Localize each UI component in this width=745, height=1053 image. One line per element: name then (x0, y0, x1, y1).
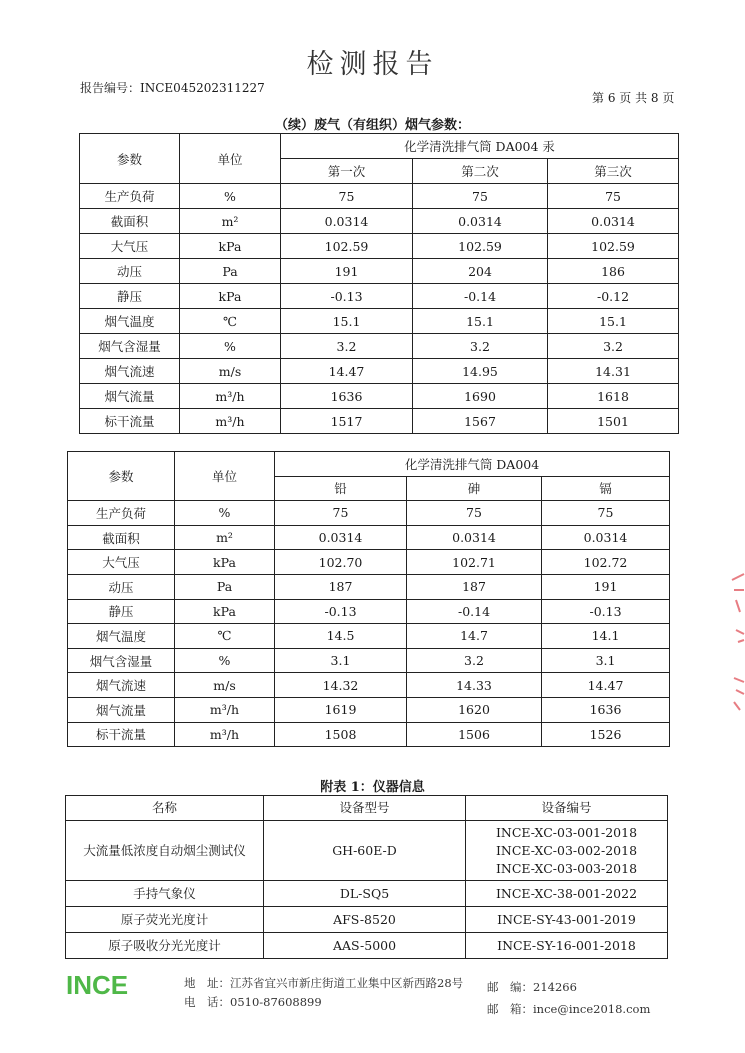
value-cell: -0.12 (548, 284, 679, 309)
value-cell: -0.14 (407, 599, 542, 624)
value-cell: 1567 (413, 409, 548, 434)
report-number: 报告编号：INCE045202311227 (80, 81, 265, 95)
value-cell: 0.0314 (542, 525, 670, 550)
instrument-model: AAS-5000 (264, 933, 466, 959)
unit-cell: kPa (180, 284, 281, 309)
table-row (66, 933, 668, 959)
column-header: 第三次 (548, 159, 679, 184)
value-cell: 1517 (281, 409, 413, 434)
name-header: 名称 (66, 796, 264, 821)
unit-cell: m³/h (175, 722, 275, 747)
value-cell: 102.59 (281, 234, 413, 259)
table-row (68, 722, 670, 747)
unit-cell: Pa (180, 259, 281, 284)
footer-postcode: 邮 编：214266 (487, 980, 577, 994)
table-row (80, 184, 679, 209)
table1-caption: （续）废气（有组织）烟气参数： (274, 118, 470, 133)
value-cell: 15.1 (281, 309, 413, 334)
unit-cell: Pa (175, 574, 275, 599)
value-cell: 1619 (275, 697, 407, 722)
table-row (68, 697, 670, 722)
footer-email: 邮 箱：ince@ince2018.com (487, 1002, 651, 1016)
param-cell: 标干流量 (80, 409, 180, 434)
instrument-name: 大流量低浓度自动烟尘测试仪 (66, 821, 264, 881)
value-cell: 3.2 (548, 334, 679, 359)
table-row (66, 821, 668, 881)
value-cell: 75 (413, 184, 548, 209)
table-row (80, 284, 679, 309)
value-cell: 0.0314 (413, 209, 548, 234)
column-header: 第二次 (413, 159, 548, 184)
value-cell: 14.32 (275, 673, 407, 698)
table-row (68, 648, 670, 673)
value-cell: 3.1 (275, 648, 407, 673)
value-cell: 75 (548, 184, 679, 209)
table-row (68, 599, 670, 624)
value-cell: 186 (548, 259, 679, 284)
param-cell: 烟气流速 (68, 673, 175, 698)
value-cell: 0.0314 (407, 525, 542, 550)
param-cell: 截面积 (68, 525, 175, 550)
unit-cell: kPa (175, 550, 275, 575)
param-cell: 动压 (68, 574, 175, 599)
column-header: 镉 (542, 476, 670, 501)
unit-cell: m² (175, 525, 275, 550)
param-cell: 烟气温度 (80, 309, 180, 334)
unit-cell: kPa (180, 234, 281, 259)
instrument-table (65, 795, 668, 959)
instrument-name: 原子荧光光度计 (66, 907, 264, 933)
header-row (66, 796, 668, 821)
value-cell: 14.47 (542, 673, 670, 698)
group-header: 化学清洗排气筒 DA004 (275, 452, 670, 477)
value-cell: 1620 (407, 697, 542, 722)
unit-cell: m³/h (180, 409, 281, 434)
unit-cell: % (175, 501, 275, 526)
instrument-ids (466, 881, 668, 907)
param-cell: 生产负荷 (80, 184, 180, 209)
page-title: 检测报告 (306, 49, 439, 80)
table-row (80, 259, 679, 284)
group-header: 化学清洗排气筒 DA004 汞 (281, 134, 679, 159)
value-cell: 14.1 (542, 624, 670, 649)
value-cell: 102.71 (407, 550, 542, 575)
value-cell: 1501 (548, 409, 679, 434)
value-cell: 75 (542, 501, 670, 526)
table-row (68, 501, 670, 526)
table-row (80, 384, 679, 409)
instrument-id: INCE-XC-03-002-2018 (495, 842, 638, 858)
value-cell: 14.47 (281, 359, 413, 384)
param-cell: 烟气流量 (80, 384, 180, 409)
unit-cell: % (175, 648, 275, 673)
instrument-id: INCE-SY-43-001-2019 (497, 911, 636, 927)
table-row (68, 574, 670, 599)
id-header: 设备编号 (466, 796, 668, 821)
param-cell: 烟气含湿量 (68, 648, 175, 673)
table-row (68, 624, 670, 649)
value-cell: 1526 (542, 722, 670, 747)
unit-cell: m³/h (180, 384, 281, 409)
instrument-ids (466, 821, 668, 881)
instrument-ids (466, 907, 668, 933)
value-cell: 3.1 (542, 648, 670, 673)
param-cell: 烟气含湿量 (80, 334, 180, 359)
param-cell: 烟气流速 (80, 359, 180, 384)
value-cell: -0.13 (281, 284, 413, 309)
value-cell: 14.31 (548, 359, 679, 384)
instrument-id: INCE-XC-38-001-2022 (495, 885, 638, 901)
param-cell: 静压 (80, 284, 180, 309)
unit-header: 单位 (175, 452, 275, 501)
value-cell: 187 (407, 574, 542, 599)
flue-gas-table-metals (67, 451, 670, 747)
value-cell: 3.2 (281, 334, 413, 359)
instrument-ids (466, 933, 668, 959)
table-row (80, 209, 679, 234)
table-row (68, 673, 670, 698)
logo-text: INCE (66, 972, 129, 998)
table-row (66, 881, 668, 907)
param-cell: 大气压 (80, 234, 180, 259)
table-row (80, 359, 679, 384)
param-cell: 静压 (68, 599, 175, 624)
table-row (80, 309, 679, 334)
table3-caption: 附表 1：仪器信息 (320, 780, 425, 795)
instrument-id: INCE-XC-03-001-2018 (495, 824, 638, 840)
unit-cell: m/s (180, 359, 281, 384)
value-cell: 204 (413, 259, 548, 284)
value-cell: 1636 (281, 384, 413, 409)
value-cell: 102.72 (542, 550, 670, 575)
ince-logo (66, 972, 152, 998)
instrument-id: INCE-XC-03-003-2018 (495, 860, 638, 876)
red-stamp-fragment (722, 560, 745, 720)
table-row (80, 234, 679, 259)
column-header: 第一次 (281, 159, 413, 184)
value-cell: 102.59 (548, 234, 679, 259)
table-row (80, 334, 679, 359)
instrument-model: DL-SQ5 (264, 881, 466, 907)
unit-cell: % (180, 184, 281, 209)
header-row (80, 134, 679, 159)
table-row (80, 409, 679, 434)
table-row (68, 525, 670, 550)
instrument-model: GH-60E-D (264, 821, 466, 881)
value-cell: 14.5 (275, 624, 407, 649)
unit-cell: ℃ (180, 309, 281, 334)
header-row (68, 452, 670, 477)
table-row (68, 550, 670, 575)
flue-gas-table-mercury (79, 133, 679, 434)
value-cell: 1508 (275, 722, 407, 747)
value-cell: 102.59 (413, 234, 548, 259)
value-cell: 15.1 (548, 309, 679, 334)
param-header: 参数 (68, 452, 175, 501)
unit-cell: m³/h (175, 697, 275, 722)
value-cell: -0.13 (542, 599, 670, 624)
value-cell: 187 (275, 574, 407, 599)
value-cell: 1690 (413, 384, 548, 409)
value-cell: 14.33 (407, 673, 542, 698)
value-cell: -0.14 (413, 284, 548, 309)
unit-cell: m² (180, 209, 281, 234)
param-cell: 生产负荷 (68, 501, 175, 526)
value-cell: 0.0314 (548, 209, 679, 234)
value-cell: 14.7 (407, 624, 542, 649)
column-header: 铅 (275, 476, 407, 501)
value-cell: 102.70 (275, 550, 407, 575)
value-cell: 75 (275, 501, 407, 526)
footer-phone: 电 话：0510-87608899 (184, 995, 322, 1009)
param-cell: 标干流量 (68, 722, 175, 747)
column-header: 砷 (407, 476, 542, 501)
value-cell: 3.2 (407, 648, 542, 673)
instrument-name: 原子吸收分光光度计 (66, 933, 264, 959)
model-header: 设备型号 (264, 796, 466, 821)
unit-cell: kPa (175, 599, 275, 624)
footer-address: 地 址：江苏省宜兴市新庄街道工业集中区新西路28号 (184, 976, 464, 990)
value-cell: 0.0314 (281, 209, 413, 234)
value-cell: 191 (281, 259, 413, 284)
param-cell: 大气压 (68, 550, 175, 575)
value-cell: 15.1 (413, 309, 548, 334)
value-cell: 191 (542, 574, 670, 599)
value-cell: 0.0314 (275, 525, 407, 550)
value-cell: 14.95 (413, 359, 548, 384)
instrument-id: INCE-SY-16-001-2018 (497, 937, 636, 953)
instrument-name: 手持气象仪 (66, 881, 264, 907)
param-cell: 动压 (80, 259, 180, 284)
value-cell: 75 (407, 501, 542, 526)
unit-cell: % (180, 334, 281, 359)
value-cell: 75 (281, 184, 413, 209)
unit-header: 单位 (180, 134, 281, 184)
value-cell: -0.13 (275, 599, 407, 624)
table-row (66, 907, 668, 933)
unit-cell: m/s (175, 673, 275, 698)
instrument-model: AFS-8520 (264, 907, 466, 933)
page-number: 第 6 页 共 8 页 (592, 91, 675, 105)
value-cell: 1506 (407, 722, 542, 747)
param-header: 参数 (80, 134, 180, 184)
value-cell: 3.2 (413, 334, 548, 359)
unit-cell: ℃ (175, 624, 275, 649)
param-cell: 烟气温度 (68, 624, 175, 649)
value-cell: 1636 (542, 697, 670, 722)
value-cell: 1618 (548, 384, 679, 409)
param-cell: 烟气流量 (68, 697, 175, 722)
param-cell: 截面积 (80, 209, 180, 234)
